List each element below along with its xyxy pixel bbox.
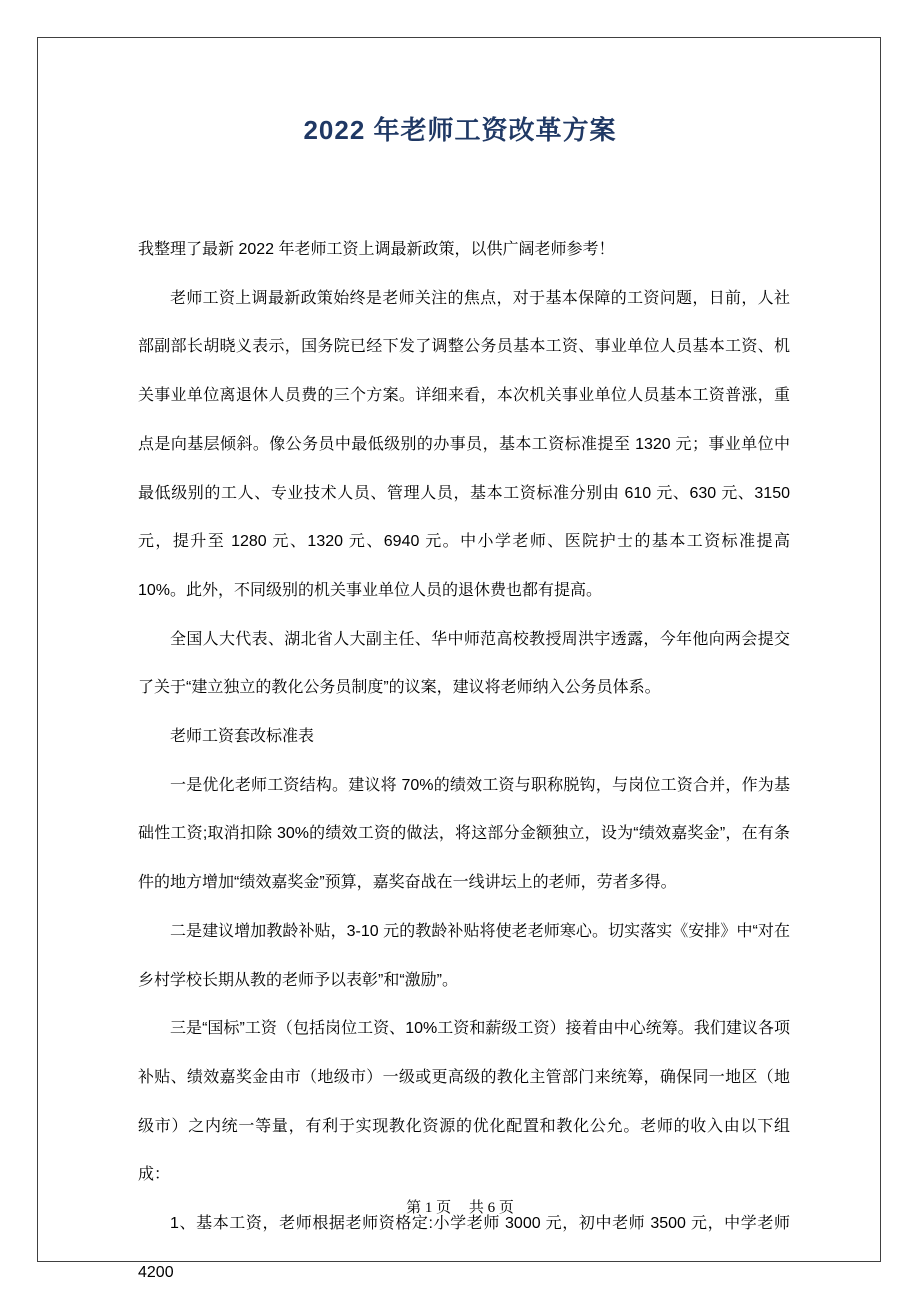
page-total-label: 共 6 页 — [468, 1200, 514, 1216]
page-footer — [0, 1196, 920, 1217]
page-number-label: 第 1 页 — [406, 1200, 452, 1216]
paragraph-intro: 我整理了最新 2022 年老师工资上调最新政策，以供广阔老师参考！ — [138, 241, 615, 258]
paragraph-base-salary: 1、基本工资，老师根据老师资格定:小学老师 3000 元，初中老师 3500 元，中学老师 4200 — [138, 1215, 790, 1281]
paragraph-point-one: 一是优化老师工资结构。建议将 70%的绩效工资与职称脱钩，与岗位工资合并，作为基础性工资;取消扣除 30%的绩效工资的做法，将这部分金额独立，设为“绩效嘉奖金”，在有条件的地方增加“绩效嘉奖金”预算，嘉奖奋战在一线讲坛上的老师，劳者多得。 — [138, 776, 790, 892]
paragraph-salary-table-heading: 老师工资套改标准表 — [170, 728, 315, 746]
paragraph-point-two: 二是建议增加教龄补贴，3-10 元的教龄补贴将使老老师寒心。切实落实《安排》中“对在乡村学校长期从教的老师予以表彰”和“激励”。 — [138, 922, 790, 989]
document-body — [138, 226, 790, 1297]
paragraph-policy-overview: 老师工资上调最新政策始终是老师关注的焦点，对于基本保障的工资问题，日前，人社部副部长胡晓义表示，国务院已经下发了调整公务员基本工资、事业单位人员基本工资、机关事业单位离退休人员费的三个方案。详细来看，本次机关事业单位人员基本工资普涨，重点是向基层倾斜。像公务员中最低级别的办事员，基本工资标准提至 1320 元；事业单位中最低级别的工人、专业技术人员、管理人员，基本工资标准分别由 610 元、630 元、3150 元，提升至 1280 元、1320 元、6940 元。中小学老师、医院护士的基本工资标准提高 10%。此外，不同级别的机关事业单位人员的退休费也都有提高。 — [138, 289, 790, 599]
paragraph-npc-proposal: 全国人大代表、湖北省人大副主任、华中师范高校教授周洪宇透露，今年他向两会提交了关于“建立独立的教化公务员制度”的议案，建议将老师纳入公务员体系。 — [138, 630, 790, 697]
paragraph-point-three: 三是“国标”工资（包括岗位工资、10%工资和薪级工资）接着由中心统筹。我们建议各项补贴、绩效嘉奖金由市（地级市）一级或更高级的教化主管部门来统筹，确保同一地区（地级市）之内统一等量，有利于实现教化资源的优化配置和教化公允。老师的收入由以下组成： — [138, 1020, 790, 1184]
document-title: 2022 年老师工资改革方案 — [303, 115, 617, 145]
